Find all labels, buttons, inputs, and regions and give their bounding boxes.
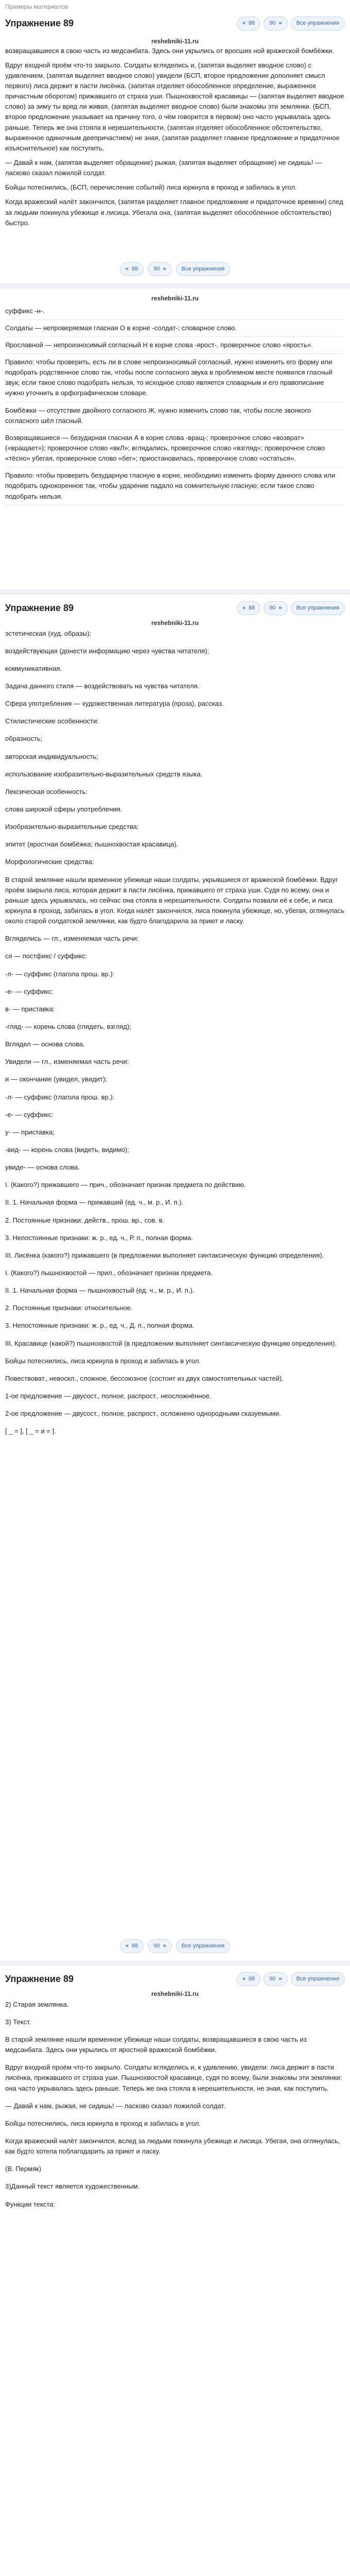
list-item: суффикс -н-. — [5, 303, 345, 320]
list-item: Вглядел — основа слова. — [5, 1040, 85, 1048]
list-item: слова широкой сферы употребления. — [5, 805, 122, 814]
divider — [0, 589, 350, 595]
list-item: 2-ое предложение — двусост., полное, распрост., осложнено однородными сказуемыми. — [5, 1410, 281, 1418]
prev-exercise-button[interactable]: « 88 — [120, 1939, 144, 1953]
list-item: Изобразительно-выразительные средства: — [5, 823, 139, 831]
list-item: I. (Какого?) прижавшего — прич., обозначает признак предмета по действию. — [5, 1181, 246, 1189]
paragraph: возвращавшиеся в свою часть из медсанбата. Здесь они укрылись от вросших ной вражеской бомбёжки. — [5, 46, 334, 55]
list-item: в- — приставка: — [5, 1005, 55, 1013]
paragraph: Вдруг входной проём что-то закрыло. Солдаты вгляделись и, (запятая выделяет вводное слово) с удивлением, (запятая выделяет вводное слово) увидели (БСП, второе предложение дополняет смысл первого) лиса держит в пасти лисёнка. (запятая отделяет обособленное определение, выраженное причастным оборотом) прижавшего от страха уши. Пышнохвостой красавицы — (запятая выделяет вводное слово) за зиму ты вряд ли живая, (запятая выделяет вводное слово) были знакомы эти землянки. (БСП, второе предложение указывает на причину того, о чём говорится в первом) оно часто укрывалась здесь раньше. Теперь же она стояла в нерешительности, (запятая отделяет обособленное обстоятельство, выраженное одиночным деепричастием) не зная, (запятая разделяет главное предложение и придаточное изъяснительное) как поступить. — [5, 61, 344, 152]
paragraph: В старой землянке нашли временное убежище наши солдаты, возвращавшиеся в свою часть из медсанбата. Здесь они укрылись от яростной вражеской бомбёжки. — [5, 2035, 307, 2054]
exercise-nav-3 — [0, 1970, 350, 1989]
list-item: -л- — суффикс (глагола прош. вр.): — [5, 1093, 115, 1101]
list-item: Лексическая особенность: — [5, 787, 87, 795]
paragraph: Когда вражеский налёт закончился, вслед за людьми покинула убежище и лисица. Убегая, она оглянулась, как будто хотела поблагодарить за приют и ласку. — [5, 2137, 340, 2156]
paragraph: (В. Пермяк) — [5, 2165, 42, 2173]
prev-exercise-button[interactable]: « 88 — [237, 1972, 260, 1986]
list-item: Сфера употребления — художественная литература (проза), рассказ. — [5, 700, 224, 708]
list-item: Солдаты — непроверяемая гласная О в корне -солдат-; словарное слово. — [5, 320, 345, 337]
list-item: коммуникативная. — [5, 664, 62, 672]
next-exercise-button[interactable]: 90 » — [148, 1939, 171, 1953]
page-title: Упражнение 89 — [5, 1973, 74, 1984]
next-exercise-button[interactable]: 90 » — [264, 1972, 287, 1986]
paragraph: Бойцы потеснились, лиса юркнула в проход и забилась в угол. — [5, 2119, 201, 2127]
list-item: II. 1. Начальная форма — прижавший (ед. ч., м. р., И. п.). — [5, 1198, 184, 1207]
list-item: Морфологические средства: — [5, 858, 94, 866]
list-item: Увидели — гл., изменяемая часть речи: — [5, 1058, 129, 1066]
paragraph: — Давай к нам, (запятая выделяет обращение) рыжая, (запятая выделяет обращение) не сидишь! — ласково сказал пожилой солдат. — [5, 159, 322, 177]
list-item: [ _ = ], [ _ = и = ]. — [5, 1427, 56, 1435]
solution-part-4 — [0, 1989, 350, 2219]
list-item: -е- — суффикс: — [5, 987, 54, 995]
paragraph: Вдруг входной проём что-то закрыло. Солдаты вгляделись и, к удивлению, увидели: лиса держит в пасти лисёнка, прижавшего от страха уши. Пышнохвостой красавице, судя по всему, были знакомы эти землянки: она часто укрывалась здесь раньше. Теперь же она стояла в нерешительности, не зная, как поступить. — [5, 2063, 342, 2092]
watermark: reshebniki-11.ru — [151, 1990, 199, 1997]
paragraph: Функции текста: — [5, 2200, 55, 2208]
list-item: Стилистические особенности: — [5, 717, 99, 725]
list-item: и — окончание (увидел, увидит); — [5, 1075, 107, 1083]
watermark: reshebniki-11.ru — [151, 619, 199, 626]
all-exercises-button[interactable]: Все упражнения — [176, 262, 230, 276]
prev-exercise-button[interactable]: « 88 — [237, 601, 260, 615]
watermark: reshebniki-11.ru — [151, 37, 199, 45]
list-item: у- — приставка; — [5, 1128, 55, 1136]
all-exercises-button[interactable]: Все упражнения — [291, 1972, 345, 1986]
list-item: использование изобразительно-выразительных средств языка. — [5, 770, 203, 778]
paragraph: Бойцы потеснились, (БСП, перечисление событий) лиса юркнула в проход и забилась в угол. — [5, 183, 297, 192]
list-item: I. (Какого?) пышнохвостой — прил., обозначает признак предмета. — [5, 1268, 213, 1277]
pager-2 — [0, 1936, 350, 1956]
list-item: 2. Постоянные признаки: действ., прош. вр., сов. в. — [5, 1216, 165, 1224]
next-exercise-button[interactable]: 90 » — [264, 16, 287, 30]
list-item: воздействующая (донести информацию через чувства читателя); — [5, 647, 209, 655]
solution-part-1 — [0, 33, 350, 259]
pager — [0, 259, 350, 279]
paragraph: — Давай к нам, рыжая, не сидишь! — ласково сказал пожилой солдат. — [5, 2102, 225, 2110]
list-item: Ярославной — непроизносимый согласный Н в корне слова -ярост-, проверочное слово «ярость». — [5, 337, 345, 354]
list-item: -гляд- — корень слова (глядеть, взгляд); — [5, 1023, 131, 1031]
list-item: II. 1. Начальная форма — пышнохвостый (ед. ч., м. р., И. п.). — [5, 1286, 195, 1295]
divider — [0, 283, 350, 289]
list-item: 2. Постоянные признаки: относительное. — [5, 1304, 133, 1312]
solution-part-3 — [0, 618, 350, 1936]
next-exercise-button[interactable]: 90 » — [264, 601, 287, 615]
list-item: Правило: чтобы проверить безударную гласную в корне, необходимо изменить форму данного слова или подобрать однокоренное так, чтобы ударение падало на сомнительную гласную; если такое слово подобрать нельзя. — [5, 467, 345, 505]
watermark: reshebniki-11.ru — [151, 294, 199, 302]
list-item: 3. Непостоянные признаки: ж. р., ед. ч., Д. п., полная форма. — [5, 1321, 195, 1330]
prev-exercise-button[interactable]: « 88 — [120, 262, 144, 276]
list-item: ся — постфикс / суффикс: — [5, 952, 87, 960]
paragraph: Когда вражеский налёт закончился, (запятая разделяет главное предложение и придаточное времени) след за людьми покинула убежище и лисица. Убегала она, (запятая выделяет обособленное обстоятельство) быстро. — [5, 198, 343, 227]
list-item: Повествоват., невоскл., сложное, бессоюзное (состоит из двух самостоятельных частей). — [5, 1374, 284, 1382]
all-exercises-button[interactable]: Все упражнения — [291, 16, 345, 30]
prev-exercise-button[interactable]: « 88 — [237, 16, 260, 30]
list-item: авторская индивидуальность; — [5, 752, 98, 760]
top-link[interactable]: Примеры материалов — [5, 3, 68, 10]
list-item: III. Красавице (какой?) пышнохвостой (в предложении выполняет синтаксическую функцию определения). — [5, 1339, 337, 1347]
list-item: увиде- — основа слова. — [5, 1163, 80, 1172]
paragraph: 3) Текст. — [5, 2018, 31, 2026]
list-item: Задача данного стиля — воздействовать на чувства читателя. — [5, 682, 200, 690]
list-item: 3. Непостоянные признаки: ж. р., ед. ч., Р. п., полная форма. — [5, 1233, 193, 1242]
list-item: эстетическая (худ. образы); — [5, 629, 92, 637]
list-item: Возвращавшиеся — безударная гласная А в корне слова -вращ-; проверочное слово «возврат» («вращает»); проверочное слово «вкЛ»; вглядались, проверочное слово «взгляд»; проверочное слово «тёсно» убегая, проверочное слово «бег»; приостановилась, проверочное слово «остаться». — [5, 430, 345, 467]
list-item: III. Лисёнка (какого?) прижавшего (в предложении выполняет синтаксическую функцию определения). — [5, 1251, 324, 1259]
page-title: Упражнение 89 — [5, 18, 74, 28]
paragraph: 3)Данный текст является художественным. — [5, 2182, 139, 2191]
exercise-nav — [0, 14, 350, 33]
list-item: Правило: чтобы проверить, есть ли в слове непроизносимый согласный, нужно изменить его форму или подобрать родственное слово так, чтобы после согласного звука в проблемном месте появился гласный звук; если такое слово подобрать нельзя, то исходное слово является словарным и его правописание нужно уточнить в орфографическом словаре. — [5, 354, 345, 402]
page-title: Упражнение 89 — [5, 602, 74, 613]
all-exercises-button[interactable]: Все упражнения — [176, 1939, 230, 1953]
list-item: Бомбёжки — отсутствие двойного согласного Ж, нужно изменить слово так, чтобы после звонкого согласного шёл гласный. — [5, 402, 345, 430]
list-item: Вгляделись — гл., изменяемая часть речи: — [5, 935, 139, 943]
divider — [0, 1960, 350, 1965]
list-item: 1-ое предложение — двусост., полное, распрост., неосложнённое. — [5, 1392, 212, 1400]
chevron-right-icon: » — [278, 20, 282, 27]
list-item: -вид- — корень слова (видеть, видимо); — [5, 1146, 129, 1154]
list-item: эпитет (яростная бомбёжка; пышнохвостая красавица). — [5, 840, 179, 849]
list-item: образность; — [5, 735, 43, 743]
solution-part-2 — [0, 293, 350, 585]
next-exercise-button[interactable]: 90 » — [148, 262, 171, 276]
list-item: -е- — суффикс: — [5, 1110, 54, 1118]
paragraph: 2) Старая землянка. — [5, 2000, 69, 2008]
list-item: В старой землянке нашли временное убежище наши солдаты, укрывшиеся от вражеской бомбёжки. Вдруг проём закрыла лиса, которая держит в пасти лисёнка, прижавшего от страха уши. Судя по всему, она и раньше здесь укрывалась, но сейчас она стояла в нерешительности. Солдаты позвали её к себе, и лиса юркнула в проход, забилась в угол. Когда налёт закончился, лиса покинула убежище, но, убегая, оглянулась около старой солдатской землянки, как будто благодарила за приют и ласку. — [5, 875, 345, 925]
exercise-nav-2 — [0, 599, 350, 618]
all-exercises-button[interactable]: Все упражнения — [291, 601, 345, 615]
list-item: -л- — суффикс (глагола прош. вр.): — [5, 970, 115, 978]
analysis-list — [5, 620, 345, 1437]
list-item: Бойцы потеснились, лиса юркнула в проход и забилась в угол. — [5, 1357, 201, 1365]
chevron-left-icon: « — [242, 20, 246, 27]
